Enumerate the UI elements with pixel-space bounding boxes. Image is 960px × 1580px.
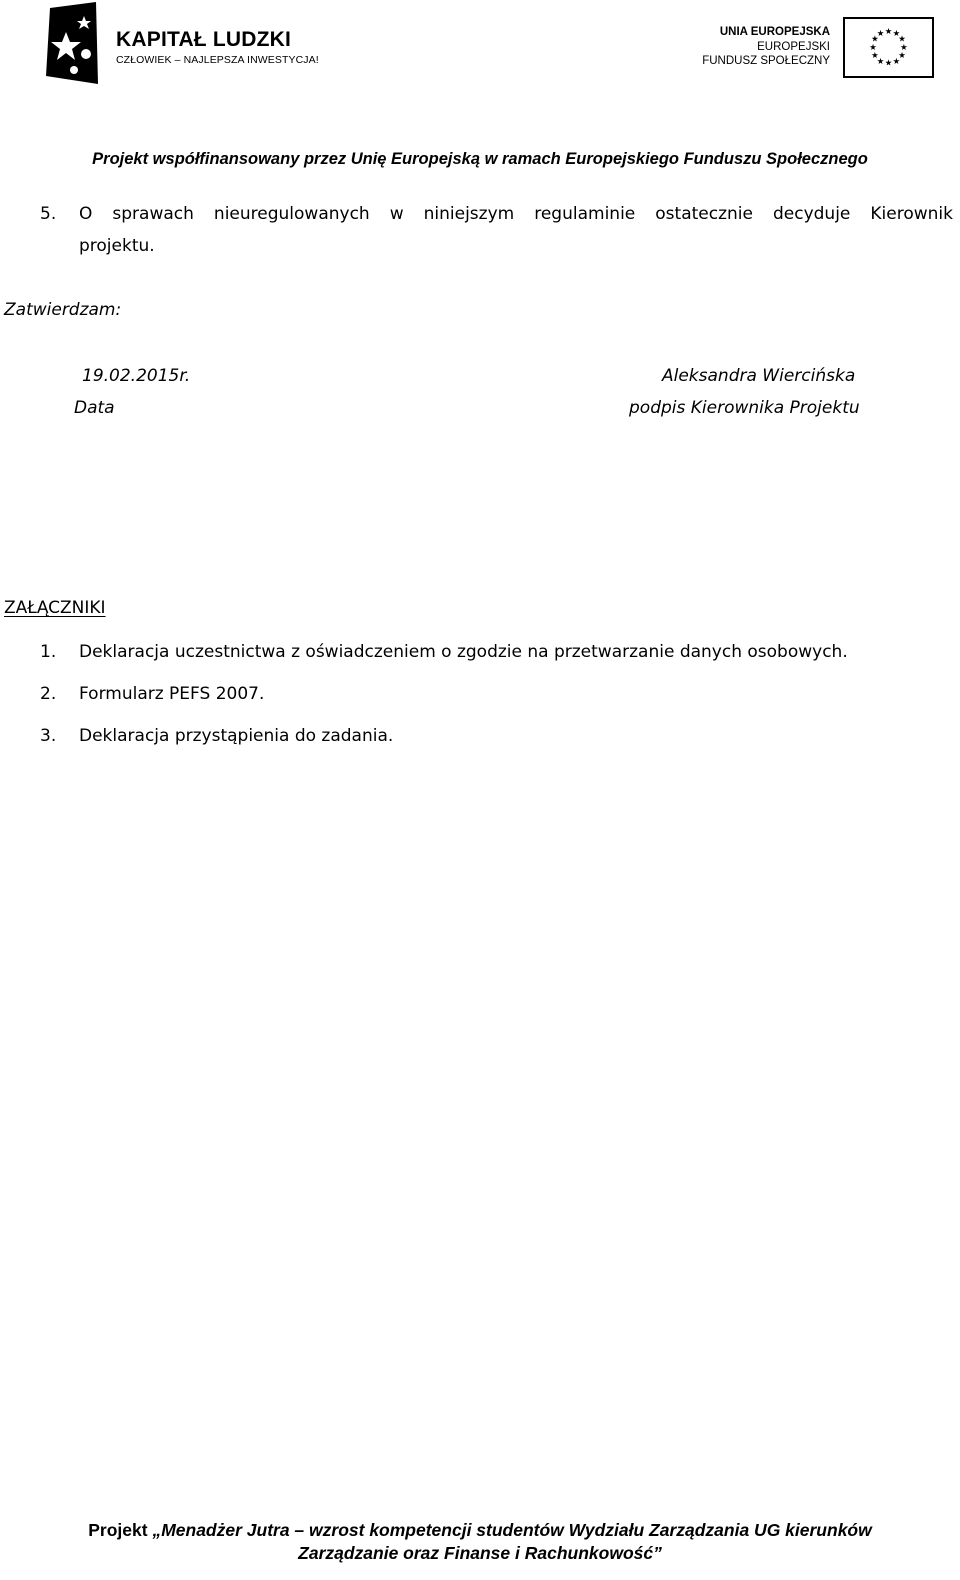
eu-fund-line2: FUNDUSZ SPOŁECZNY: [702, 55, 830, 67]
kapital-ludzki-subtitle: CZŁOWIEK – NAJLEPSZA INWESTYCJA!: [116, 54, 319, 66]
kapital-ludzki-emblem-icon: [44, 2, 102, 84]
svg-text:★: ★: [892, 27, 901, 38]
svg-text:★: ★: [900, 41, 908, 52]
svg-text:★: ★: [898, 50, 906, 61]
item-5-text-line2: projektu.: [79, 236, 155, 256]
item-5-number: 5.: [40, 204, 57, 224]
approval-label: Zatwierdzam:: [4, 300, 122, 320]
svg-text:★: ★: [884, 25, 893, 36]
kapital-ludzki-logo: [44, 2, 319, 84]
signer-name: Aleksandra Wiercińska: [662, 366, 856, 386]
attachment-item: Deklaracja przystąpienia do zadania.: [79, 726, 394, 746]
svg-text:★: ★: [884, 57, 893, 68]
signature-caption: podpis Kierownika Projektu: [629, 398, 860, 418]
attachment-number: 2.: [40, 684, 57, 704]
svg-text:★: ★: [892, 55, 901, 66]
footer-line2: Zarządzanie oraz Finanse i Rachunkowość”: [298, 1543, 662, 1563]
svg-text:★: ★: [876, 27, 885, 38]
item-5-text-line1: O sprawach nieuregulowanych w niniejszym regulaminie ostatecznie decyduje Kierownik: [79, 204, 953, 224]
footer-line1: [0, 1520, 960, 1541]
footer-prefix: Projekt: [88, 1520, 153, 1540]
attachment-item: Deklaracja uczestnictwa z oświadczeniem o zgodzie na przetwarzanie danych osobowych.: [79, 642, 848, 662]
date-caption: Data: [74, 398, 115, 418]
footer-project-title: „Menadżer Jutra – wzrost kompetencji studentów Wydziału Zarządzania UG kierunków: [152, 1520, 872, 1540]
attachment-item: Formularz PEFS 2007.: [79, 684, 265, 704]
attachments-title: ZAŁĄCZNIKI: [4, 598, 106, 618]
attachment-number: 1.: [40, 642, 57, 662]
svg-text:★: ★: [869, 41, 877, 52]
svg-text:★: ★: [871, 33, 879, 44]
approval-date: 19.02.2015r.: [82, 366, 191, 386]
eu-logo: [700, 14, 936, 80]
svg-text:★: ★: [876, 55, 885, 66]
attachment-number: 3.: [40, 726, 57, 746]
eu-fund-line1: EUROPEJSKI: [757, 41, 830, 53]
project-cofinancing-header: Projekt współfinansowany przez Unię Europejską w ramach Europejskiego Funduszu Społecznego: [92, 150, 868, 168]
eu-flag-icon: [843, 17, 934, 78]
kapital-ludzki-title: KAPITAŁ LUDZKI: [116, 28, 292, 51]
svg-text:★: ★: [898, 33, 906, 44]
svg-text:★: ★: [871, 50, 879, 61]
eu-name: UNIA EUROPEJSKA: [719, 26, 830, 38]
